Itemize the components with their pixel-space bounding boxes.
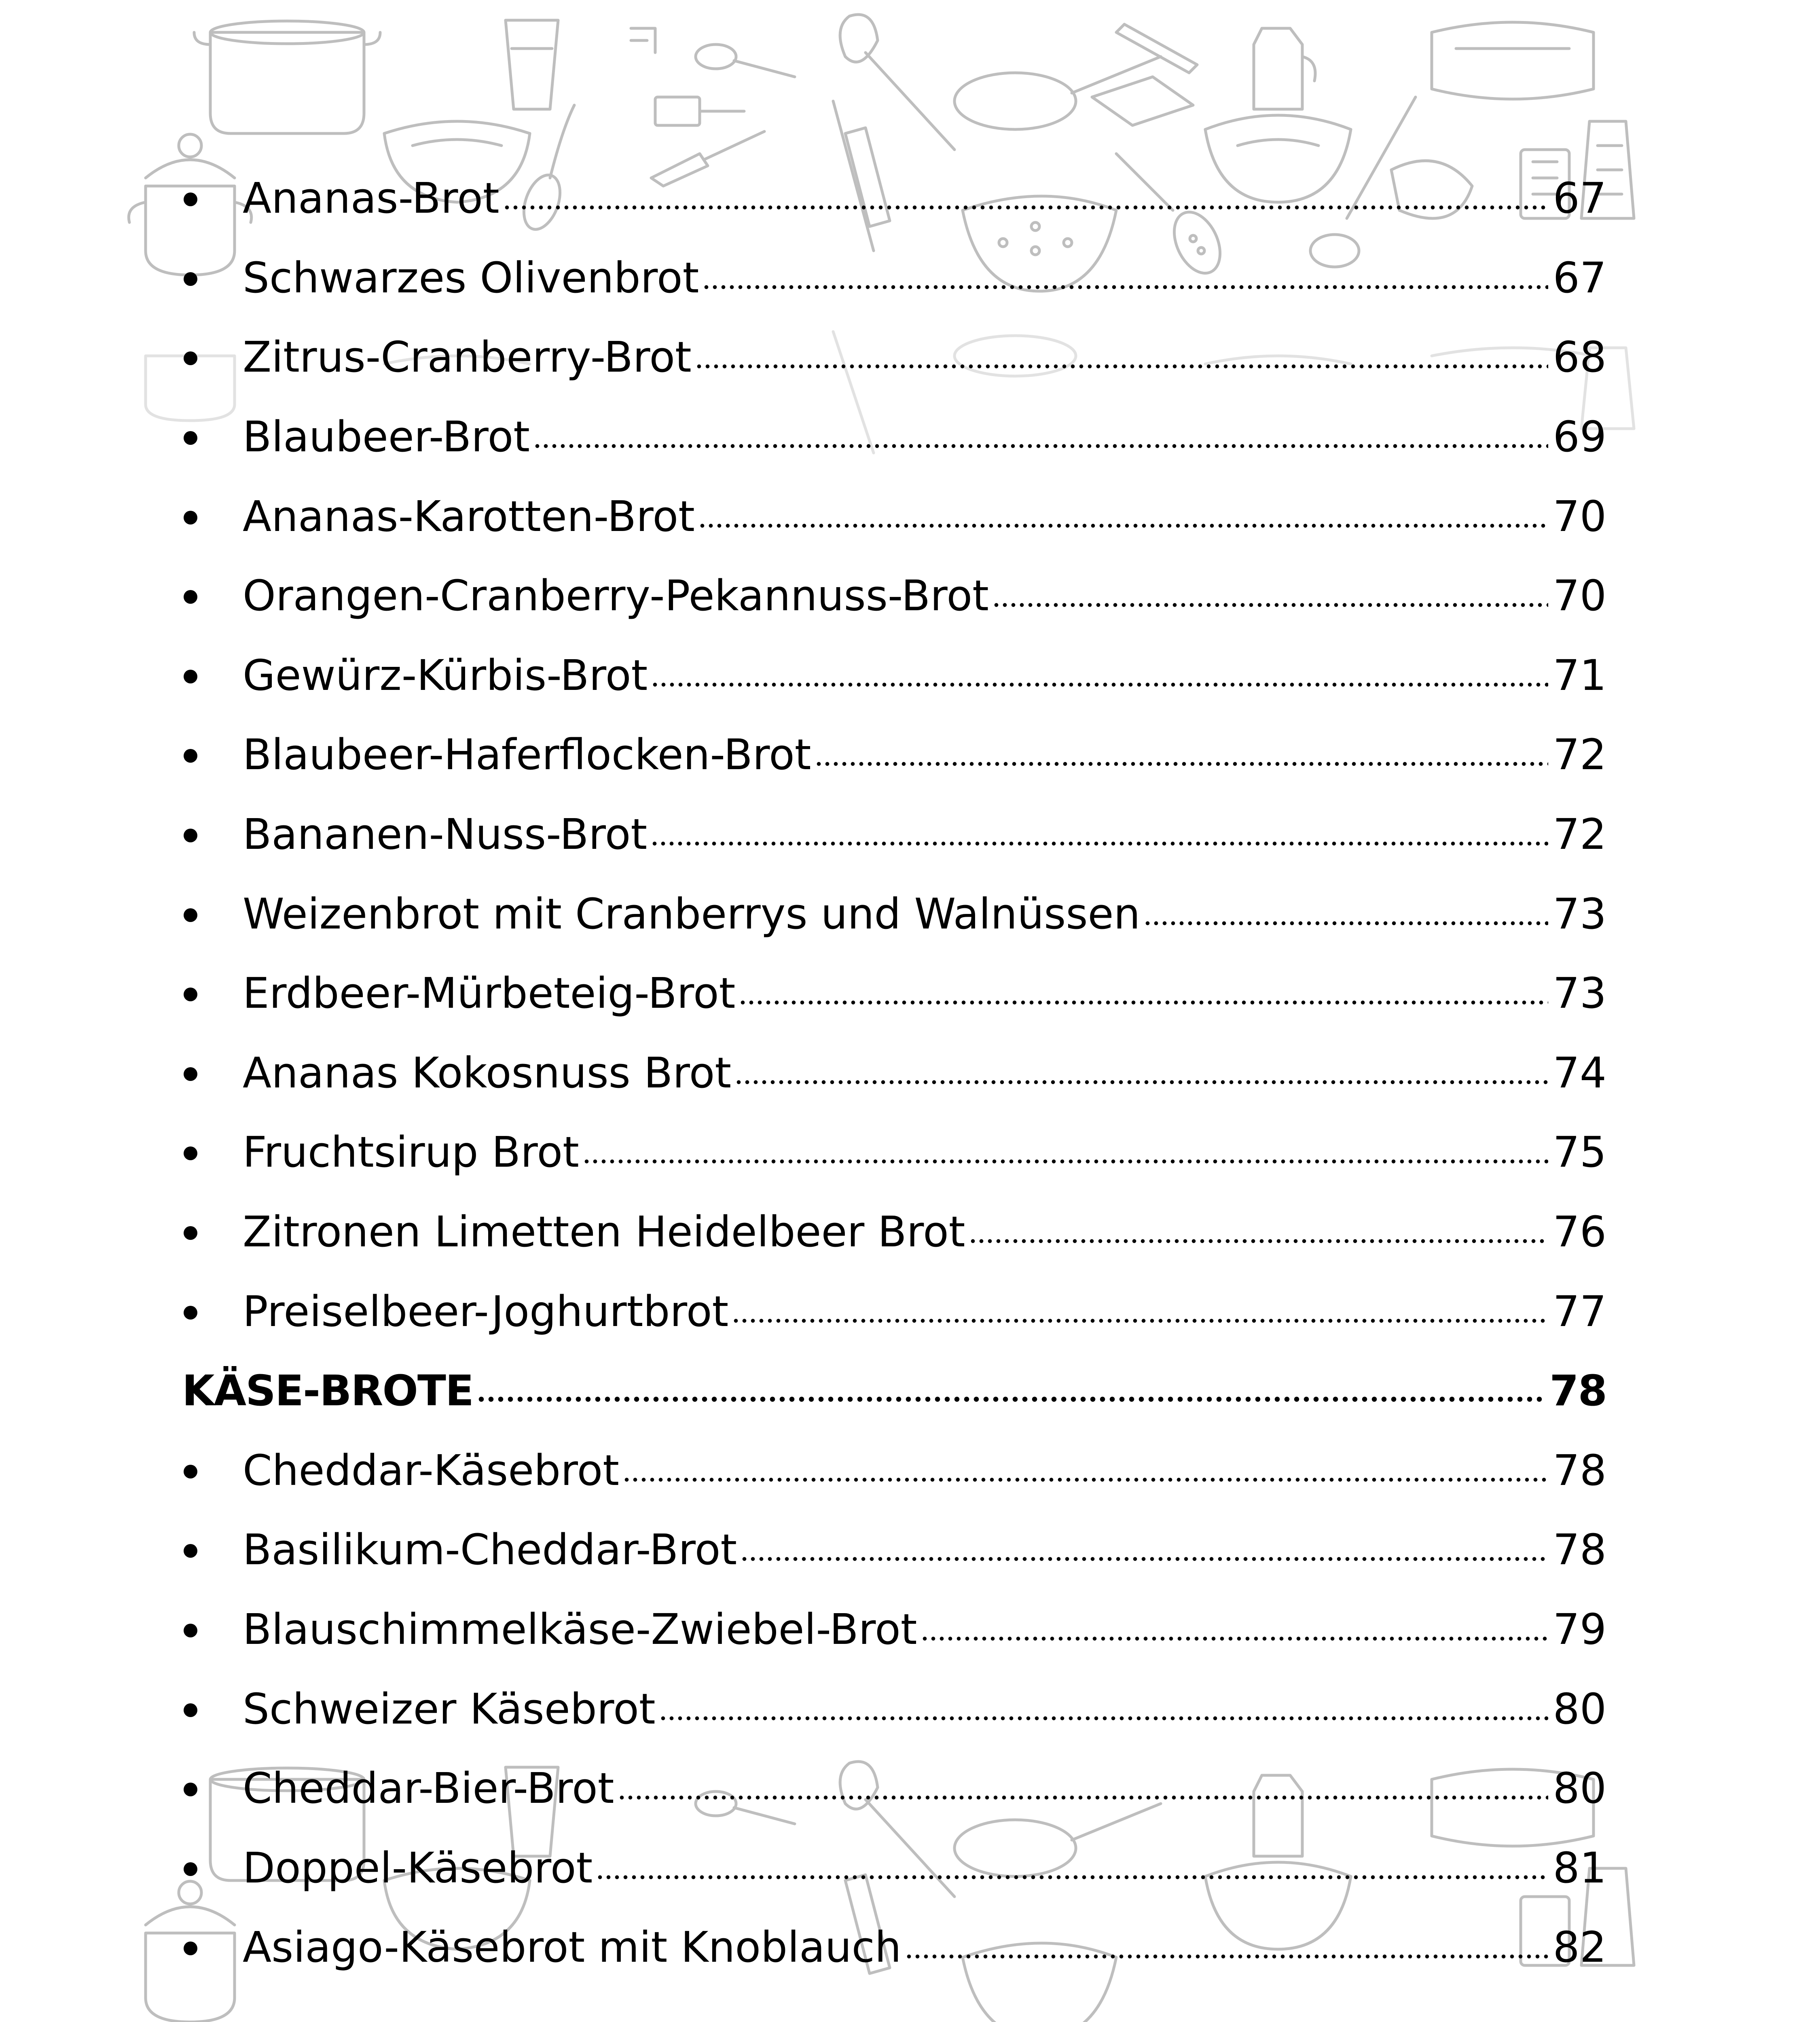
toc-entry[interactable] [182,1590,1606,1669]
toc-entry[interactable] [182,1113,1606,1192]
dot-leader [969,1211,1548,1253]
bullet-icon [184,1942,197,1955]
toc-entry-title: Blaubeer-Brot [243,412,530,462]
bullet-icon [184,590,197,604]
toc-entry-page-number: 70 [1553,571,1606,621]
toc-entry[interactable] [182,1828,1606,1908]
bullet-icon [184,351,197,365]
toc-entry[interactable] [182,1192,1606,1272]
toc-entry-page-number: 80 [1553,1764,1606,1813]
toc-entry[interactable] [182,795,1606,874]
toc-entry[interactable] [182,1271,1606,1351]
toc-entry[interactable] [182,1749,1606,1828]
bullet-icon [184,908,197,922]
toc-entry[interactable] [182,1908,1606,1987]
bullet-icon [184,1544,197,1558]
toc-entry-title: Asiago-Käsebrot mit Knoblauch [243,1923,902,1972]
toc-entry-title: Preiselbeer-Joghurtbrot [243,1286,729,1336]
spoon-icon [631,28,795,77]
toc-entry-page-number: 72 [1553,810,1606,859]
toc-entry-title: Ananas-Brot [243,173,499,223]
toc-entry-page-number: 81 [1553,1843,1606,1893]
toc-entry[interactable] [182,317,1606,397]
bullet-icon [184,431,197,445]
dot-leader [650,813,1548,855]
toc-entry-page-number: 77 [1553,1286,1606,1336]
toc-entry-page-number: 78 [1553,1445,1606,1495]
dot-leader [503,177,1548,219]
toc-entry-page-number: 73 [1553,889,1606,939]
toc-entry[interactable] [182,476,1606,556]
bullet-icon [184,1146,197,1160]
dot-leader [698,495,1548,537]
toc-entry[interactable] [182,636,1606,715]
dot-leader [1143,893,1548,935]
dot-leader [732,1290,1548,1332]
bullet-icon [184,1703,197,1717]
bullet-icon [184,1067,197,1081]
cake-ring-icon [1432,22,1594,99]
toc-entry-title: Fruchtsirup Brot [243,1127,579,1177]
toc-entry-page-number: 78 [1553,1525,1606,1575]
toc-entry-title: KÄSE-BROTE [182,1366,473,1416]
dot-leader [734,1052,1548,1094]
toc-entry-page-number: 72 [1553,730,1606,780]
bullet-icon [184,1226,197,1240]
dot-leader [702,257,1548,299]
dot-leader [618,1767,1548,1809]
bullet-icon [184,988,197,1001]
toc-entry-page-number: 82 [1553,1923,1606,1972]
toc-entry-title: Ananas Kokosnuss Brot [243,1048,732,1098]
toc-entry-title: Zitrus-Cranberry-Brot [243,332,692,382]
toc-entry-page-number: 70 [1553,491,1606,541]
toc-entry-title: Schweizer Käsebrot [243,1684,656,1734]
toc-entry-title: Schwarzes Olivenbrot [243,253,699,302]
toc-entry-title: Basilikum-Cheddar-Brot [243,1525,737,1575]
toc-entry-page-number: 68 [1553,332,1606,382]
toc-entry-title: Cheddar-Bier-Brot [243,1764,614,1813]
toc-entry-page-number: 73 [1553,969,1606,1018]
whisk-icon [840,15,954,150]
dot-leader [921,1608,1548,1650]
bullet-icon [184,192,197,206]
toc-entry-title: Gewürz-Kürbis-Brot [243,650,648,700]
toc-entry-title: Zitronen Limetten Heidelbeer Brot [243,1207,965,1257]
dot-leader [992,575,1548,617]
toc-entry-title: Erdbeer-Mürbeteig-Brot [243,969,736,1018]
toc-entry-title: Ananas-Karotten-Brot [243,491,695,541]
bullet-icon [184,1862,197,1876]
bullet-icon [184,272,197,286]
dot-leader [740,1529,1548,1571]
dot-leader [596,1847,1548,1889]
toc-entry-title: Orangen-Cranberry-Pekannuss-Brot [243,571,989,621]
toc-entry[interactable] [182,397,1606,477]
dot-leader [905,1926,1548,1968]
toc-entry-title: Bananen-Nuss-Brot [243,810,648,859]
toc-entry-title: Blaubeer-Haferflocken-Brot [243,730,811,780]
toc-entry-page-number: 76 [1553,1207,1606,1257]
toc-entry-title: Blauschimmelkäse-Zwiebel-Brot [243,1604,917,1654]
toc-entry[interactable] [182,238,1606,318]
toc-entry-page-number: 69 [1553,412,1606,462]
toc-entry[interactable] [182,954,1606,1033]
bullet-icon [184,1624,197,1637]
frying-pan-icon [954,57,1161,129]
toc-entry[interactable] [182,1431,1606,1510]
knife-icon [1116,24,1197,73]
toc-entry[interactable] [182,1033,1606,1113]
dot-leader [739,972,1548,1014]
bullet-icon [184,1306,197,1320]
toc-section-heading[interactable] [182,1351,1606,1431]
bullet-icon [184,749,197,763]
pot-icon [194,21,380,133]
toc-entry[interactable] [182,1669,1606,1749]
toc-entry-page-number: 78 [1549,1366,1606,1416]
toc-entry-page-number: 74 [1553,1048,1606,1098]
toc-entry-title: Doppel-Käsebrot [243,1843,593,1893]
bullet-icon [184,1783,197,1796]
jug-icon [1254,28,1315,109]
dot-leader [659,1688,1548,1730]
dot-leader [651,654,1548,696]
glass-icon [506,20,558,109]
toc-entry-page-number: 79 [1553,1604,1606,1654]
bullet-icon [184,1465,197,1478]
dot-leader [582,1131,1548,1173]
toc-entry-page-number: 67 [1553,173,1606,223]
toc-entry[interactable] [182,715,1606,795]
toc-entry-title: Cheddar-Käsebrot [243,1445,620,1495]
dot-leader [695,336,1548,378]
bullet-icon [184,511,197,525]
toc-entry[interactable] [182,1510,1606,1590]
cutting-board-icon [1092,77,1193,125]
toc-entry[interactable] [182,556,1606,636]
dot-leader [476,1370,1545,1412]
bullet-icon [184,829,197,842]
toc-entry-page-number: 67 [1553,253,1606,302]
toc-entry-title: Weizenbrot mit Cranberrys und Walnüssen [243,889,1141,939]
toc-entry[interactable] [182,874,1606,954]
toc-entry-page-number: 80 [1553,1684,1606,1734]
toc-entry[interactable] [182,159,1606,238]
table-of-contents [182,159,1606,1987]
toc-entry-page-number: 75 [1553,1127,1606,1177]
dot-leader [533,416,1548,458]
dot-leader [815,734,1548,776]
dot-leader [622,1449,1548,1491]
toc-entry-page-number: 71 [1553,650,1606,700]
bullet-icon [184,670,197,683]
